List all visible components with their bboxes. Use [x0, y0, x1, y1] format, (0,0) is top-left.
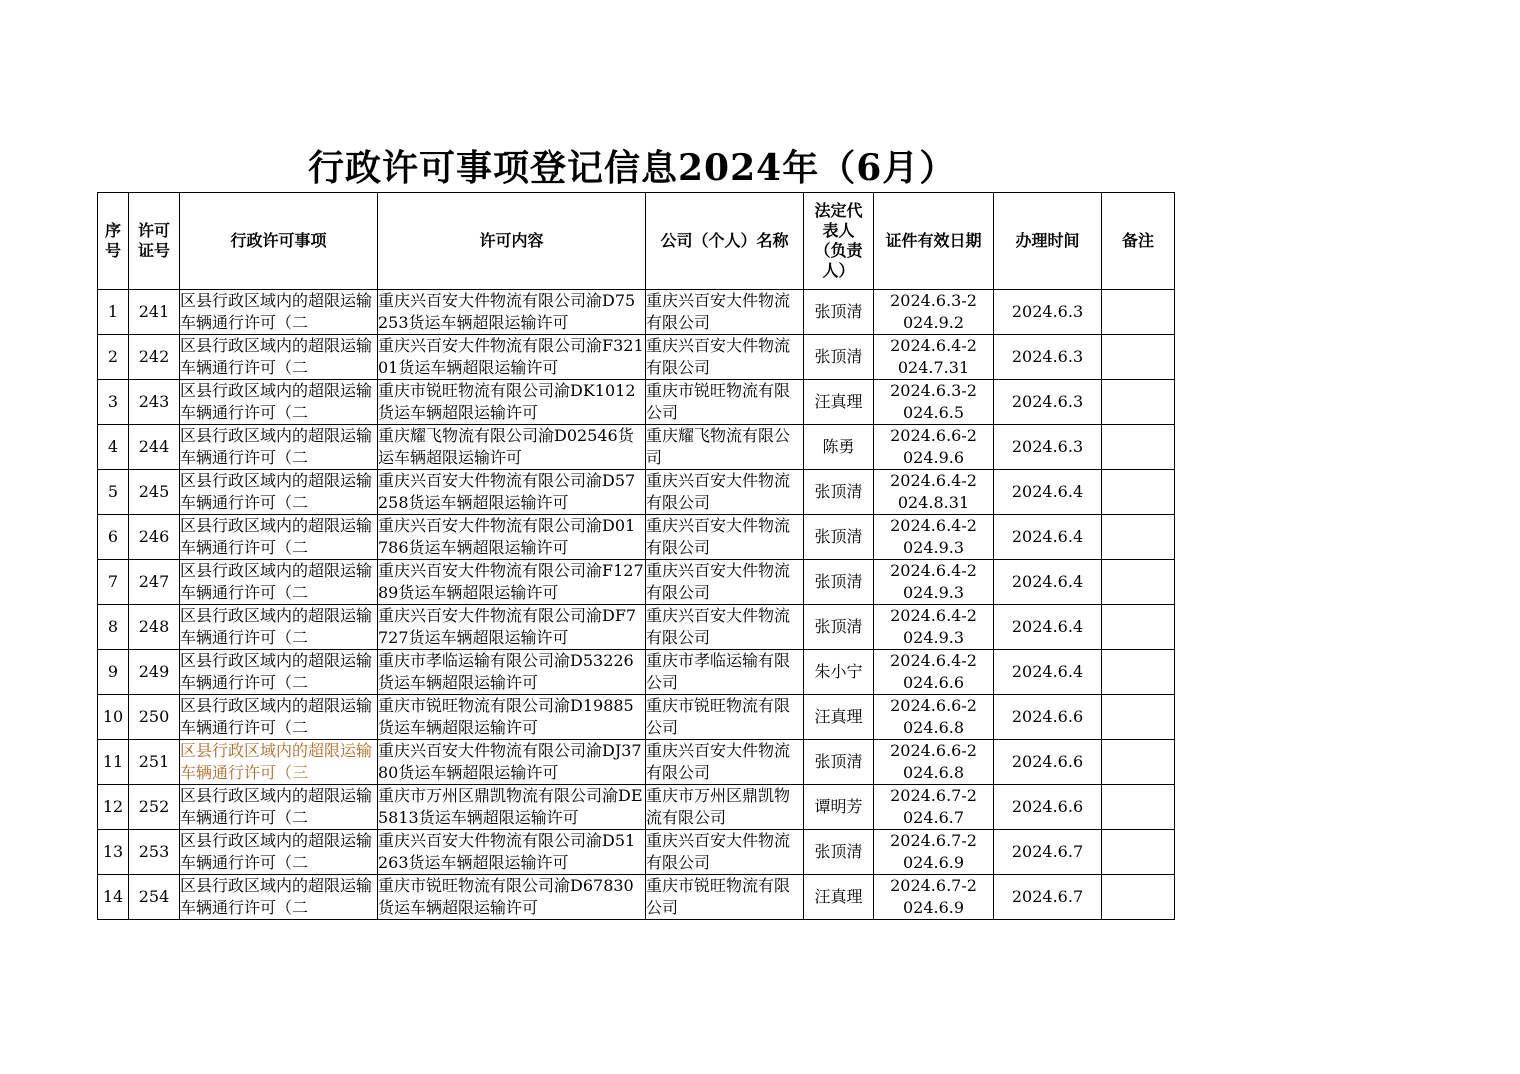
cell-company: 重庆兴百安大件物流有限公司: [646, 515, 804, 560]
cell-handled-date: 2024.6.3: [994, 335, 1102, 380]
cell-seq: 14: [98, 875, 129, 920]
header-legal-rep: 法定代表人（负责人）: [804, 193, 874, 290]
table-row: [98, 650, 1175, 695]
cell-cert-no: 245: [129, 470, 180, 515]
cell-company: 重庆兴百安大件物流有限公司: [646, 605, 804, 650]
table-row: [98, 515, 1175, 560]
cell-cert-no: 247: [129, 560, 180, 605]
cell-valid-date: 2024.6.4-2024.8.31: [874, 470, 994, 515]
cell-content: 重庆兴百安大件物流有限公司渝DF7727货运车辆超限运输许可: [378, 605, 646, 650]
cell-company: 重庆兴百安大件物流有限公司: [646, 740, 804, 785]
cell-company: 重庆兴百安大件物流有限公司: [646, 335, 804, 380]
header-item: 行政许可事项: [180, 193, 378, 290]
cell-handled-date: 2024.6.3: [994, 290, 1102, 335]
cell-company: 重庆市孝临运输有限公司: [646, 650, 804, 695]
cell-valid-date: 2024.6.3-2024.6.5: [874, 380, 994, 425]
cell-valid-date: 2024.6.4-2024.9.3: [874, 515, 994, 560]
cell-legal-rep: 谭明芳: [804, 785, 874, 830]
header-valid-date: 证件有效日期: [874, 193, 994, 290]
cell-handled-date: 2024.6.3: [994, 425, 1102, 470]
cell-seq: 1: [98, 290, 129, 335]
cell-company: 重庆兴百安大件物流有限公司: [646, 560, 804, 605]
cell-handled-date: 2024.6.4: [994, 605, 1102, 650]
cell-valid-date: 2024.6.3-2024.9.2: [874, 290, 994, 335]
cell-item: 区县行政区域内的超限运输车辆通行许可（二: [180, 515, 378, 560]
header-remark: 备注: [1102, 193, 1175, 290]
cell-legal-rep: 陈勇: [804, 425, 874, 470]
cell-handled-date: 2024.6.6: [994, 740, 1102, 785]
cell-seq: 7: [98, 560, 129, 605]
cell-valid-date: 2024.6.6-2024.9.6: [874, 425, 994, 470]
cell-company: 重庆市锐旺物流有限公司: [646, 695, 804, 740]
cell-valid-date: 2024.6.7-2024.6.9: [874, 830, 994, 875]
cell-valid-date: 2024.6.4-2024.6.6: [874, 650, 994, 695]
cell-legal-rep: 张顶清: [804, 335, 874, 380]
cell-handled-date: 2024.6.6: [994, 785, 1102, 830]
cell-remark: [1102, 650, 1175, 695]
cell-cert-no: 253: [129, 830, 180, 875]
cell-cert-no: 243: [129, 380, 180, 425]
registration-table: [97, 192, 1175, 920]
cell-item: 区县行政区域内的超限运输车辆通行许可（二: [180, 470, 378, 515]
cell-legal-rep: 汪真理: [804, 695, 874, 740]
cell-company: 重庆兴百安大件物流有限公司: [646, 830, 804, 875]
cell-handled-date: 2024.6.7: [994, 830, 1102, 875]
cell-valid-date: 2024.6.7-2024.6.9: [874, 875, 994, 920]
cell-seq: 11: [98, 740, 129, 785]
cell-legal-rep: 张顶清: [804, 830, 874, 875]
cell-seq: 6: [98, 515, 129, 560]
table-row: [98, 560, 1175, 605]
cell-remark: [1102, 605, 1175, 650]
cell-item: 区县行政区域内的超限运输车辆通行许可（二: [180, 380, 378, 425]
cell-cert-no: 248: [129, 605, 180, 650]
cell-handled-date: 2024.6.7: [994, 875, 1102, 920]
cell-content: 重庆兴百安大件物流有限公司渝D75253货运车辆超限运输许可: [378, 290, 646, 335]
table-row: [98, 470, 1175, 515]
table-row: [98, 875, 1175, 920]
cell-item: 区县行政区域内的超限运输车辆通行许可（二: [180, 650, 378, 695]
cell-cert-no: 254: [129, 875, 180, 920]
cell-cert-no: 250: [129, 695, 180, 740]
cell-valid-date: 2024.6.6-2024.6.8: [874, 695, 994, 740]
cell-valid-date: 2024.6.7-2024.6.7: [874, 785, 994, 830]
cell-item: 区县行政区域内的超限运输车辆通行许可（二: [180, 425, 378, 470]
cell-company: 重庆市锐旺物流有限公司: [646, 380, 804, 425]
cell-handled-date: 2024.6.4: [994, 560, 1102, 605]
header-handled-date: 办理时间: [994, 193, 1102, 290]
cell-handled-date: 2024.6.4: [994, 650, 1102, 695]
cell-company: 重庆兴百安大件物流有限公司: [646, 470, 804, 515]
cell-content: 重庆兴百安大件物流有限公司渝F12789货运车辆超限运输许可: [378, 560, 646, 605]
header-company: 公司（个人）名称: [646, 193, 804, 290]
cell-legal-rep: 汪真理: [804, 380, 874, 425]
cell-cert-no: 252: [129, 785, 180, 830]
cell-content: 重庆耀飞物流有限公司渝D02546货运车辆超限运输许可: [378, 425, 646, 470]
cell-remark: [1102, 785, 1175, 830]
cell-cert-no: 246: [129, 515, 180, 560]
cell-content: 重庆市锐旺物流有限公司渝D19885货运车辆超限运输许可: [378, 695, 646, 740]
cell-item: 区县行政区域内的超限运输车辆通行许可（二: [180, 695, 378, 740]
cell-legal-rep: 张顶清: [804, 740, 874, 785]
cell-remark: [1102, 695, 1175, 740]
cell-legal-rep: 汪真理: [804, 875, 874, 920]
cell-item: 区县行政区域内的超限运输车辆通行许可（二: [180, 605, 378, 650]
cell-remark: [1102, 515, 1175, 560]
cell-handled-date: 2024.6.4: [994, 515, 1102, 560]
cell-remark: [1102, 830, 1175, 875]
cell-content: 重庆市万州区鼎凯物流有限公司渝DE5813货运车辆超限运输许可: [378, 785, 646, 830]
cell-company: 重庆市锐旺物流有限公司: [646, 875, 804, 920]
cell-remark: [1102, 290, 1175, 335]
cell-seq: 12: [98, 785, 129, 830]
cell-item: 区县行政区域内的超限运输车辆通行许可（二: [180, 335, 378, 380]
cell-remark: [1102, 875, 1175, 920]
cell-remark: [1102, 560, 1175, 605]
cell-legal-rep: 张顶清: [804, 470, 874, 515]
cell-remark: [1102, 740, 1175, 785]
cell-cert-no: 242: [129, 335, 180, 380]
cell-content: 重庆兴百安大件物流有限公司渝D57258货运车辆超限运输许可: [378, 470, 646, 515]
cell-item: 区县行政区域内的超限运输车辆通行许可（二: [180, 830, 378, 875]
cell-remark: [1102, 425, 1175, 470]
table-row: [98, 425, 1175, 470]
cell-seq: 2: [98, 335, 129, 380]
cell-content: 重庆市锐旺物流有限公司渝D67830货运车辆超限运输许可: [378, 875, 646, 920]
cell-handled-date: 2024.6.4: [994, 470, 1102, 515]
table-row: [98, 740, 1175, 785]
table-row: [98, 605, 1175, 650]
cell-cert-no: 249: [129, 650, 180, 695]
cell-remark: [1102, 335, 1175, 380]
table-row: [98, 290, 1175, 335]
header-seq: 序号: [98, 193, 129, 290]
cell-legal-rep: 张顶清: [804, 290, 874, 335]
cell-seq: 5: [98, 470, 129, 515]
table-row: [98, 695, 1175, 740]
cell-item: 区县行政区域内的超限运输车辆通行许可（二: [180, 290, 378, 335]
cell-company: 重庆市万州区鼎凯物流有限公司: [646, 785, 804, 830]
page-title: 行政许可事项登记信息2024年（6月）: [308, 147, 957, 189]
cell-remark: [1102, 380, 1175, 425]
cell-content: 重庆兴百安大件物流有限公司渝DJ3780货运车辆超限运输许可: [378, 740, 646, 785]
table-row: [98, 785, 1175, 830]
cell-company: 重庆耀飞物流有限公司: [646, 425, 804, 470]
table-row: [98, 380, 1175, 425]
cell-seq: 13: [98, 830, 129, 875]
header-content: 许可内容: [378, 193, 646, 290]
cell-item: 区县行政区域内的超限运输车辆通行许可（二: [180, 785, 378, 830]
cell-seq: 3: [98, 380, 129, 425]
cell-valid-date: 2024.6.6-2024.6.8: [874, 740, 994, 785]
cell-legal-rep: 朱小宁: [804, 650, 874, 695]
cell-valid-date: 2024.6.4-2024.9.3: [874, 605, 994, 650]
table-row: [98, 830, 1175, 875]
cell-item: 区县行政区域内的超限运输车辆通行许可（三: [180, 740, 378, 785]
cell-cert-no: 244: [129, 425, 180, 470]
cell-company: 重庆兴百安大件物流有限公司: [646, 290, 804, 335]
cell-seq: 10: [98, 695, 129, 740]
cell-content: 重庆兴百安大件物流有限公司渝F32101货运车辆超限运输许可: [378, 335, 646, 380]
cell-item: 区县行政区域内的超限运输车辆通行许可（二: [180, 875, 378, 920]
cell-cert-no: 241: [129, 290, 180, 335]
cell-valid-date: 2024.6.4-2024.7.31: [874, 335, 994, 380]
cell-seq: 9: [98, 650, 129, 695]
cell-handled-date: 2024.6.6: [994, 695, 1102, 740]
cell-cert-no: 251: [129, 740, 180, 785]
cell-seq: 8: [98, 605, 129, 650]
cell-remark: [1102, 470, 1175, 515]
table-row: [98, 335, 1175, 380]
header-row: [98, 193, 1175, 290]
cell-legal-rep: 张顶清: [804, 515, 874, 560]
cell-content: 重庆市孝临运输有限公司渝D53226货运车辆超限运输许可: [378, 650, 646, 695]
cell-content: 重庆兴百安大件物流有限公司渝D01786货运车辆超限运输许可: [378, 515, 646, 560]
cell-item: 区县行政区域内的超限运输车辆通行许可（二: [180, 560, 378, 605]
cell-handled-date: 2024.6.3: [994, 380, 1102, 425]
cell-valid-date: 2024.6.4-2024.9.3: [874, 560, 994, 605]
cell-seq: 4: [98, 425, 129, 470]
header-cert-no: 许可证号: [129, 193, 180, 290]
cell-content: 重庆兴百安大件物流有限公司渝D51263货运车辆超限运输许可: [378, 830, 646, 875]
cell-legal-rep: 张顶清: [804, 560, 874, 605]
cell-legal-rep: 张顶清: [804, 605, 874, 650]
cell-content: 重庆市锐旺物流有限公司渝DK1012货运车辆超限运输许可: [378, 380, 646, 425]
